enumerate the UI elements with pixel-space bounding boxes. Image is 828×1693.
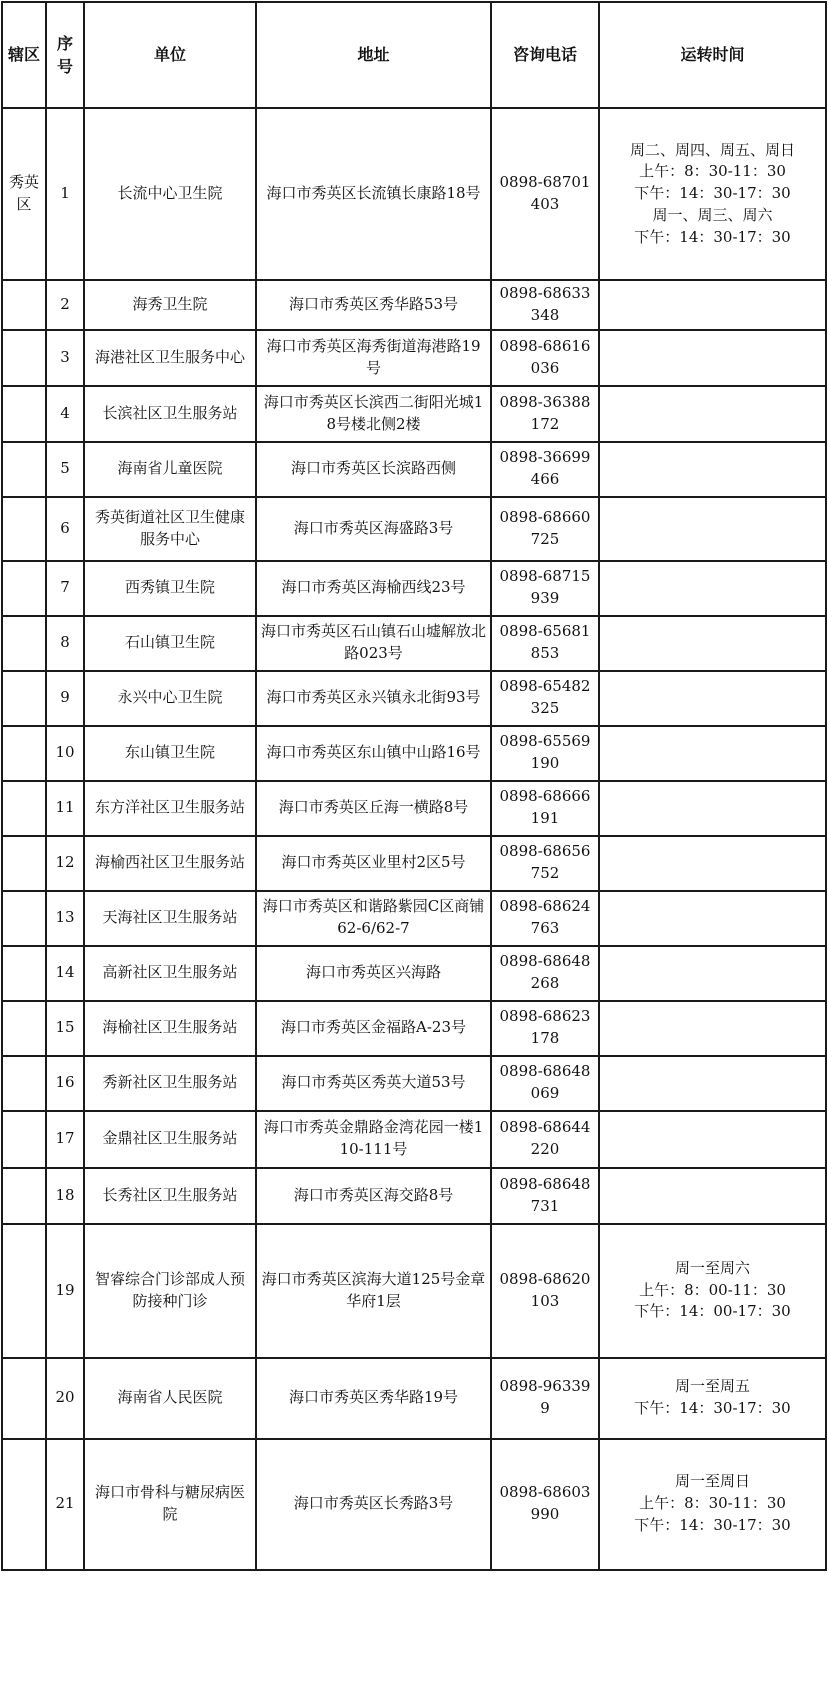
cell-seq: 9 [46,671,84,726]
cell-hours [599,1224,826,1358]
table-row [2,726,826,781]
hours-line: 下午：14：30-17：30 [634,1399,791,1417]
cell-unit: 长秀社区卫生服务站 [84,1168,256,1224]
table-row [2,1001,826,1056]
cell-address: 海口市秀英区东山镇中山路16号 [256,726,491,781]
cell-address: 海口市秀英区长滨路西侧 [256,442,491,497]
cell-district [2,561,46,616]
table-row [2,1168,826,1224]
cell-district [2,1224,46,1358]
cell-district [2,280,46,330]
cell-district: 秀英区 [2,108,46,280]
cell-phone: 0898-68616036 [491,330,599,386]
cell-unit: 东方洋社区卫生服务站 [84,781,256,836]
cell-phone: 0898-68701403 [491,108,599,280]
cell-seq: 14 [46,946,84,1001]
cell-phone: 0898-68656752 [491,836,599,891]
cell-unit: 海南省人民医院 [84,1358,256,1439]
cell-seq: 4 [46,386,84,442]
cell-address: 海口市秀英区海秀街道海港路19号 [256,330,491,386]
cell-seq: 20 [46,1358,84,1439]
table-row [2,1439,826,1570]
cell-hours [599,1168,826,1224]
cell-phone: 0898-65482325 [491,671,599,726]
cell-seq: 1 [46,108,84,280]
header-district: 辖区 [2,2,46,108]
cell-seq: 6 [46,497,84,561]
cell-phone: 0898-36699466 [491,442,599,497]
cell-hours [599,497,826,561]
cell-hours [599,671,826,726]
table-row [2,497,826,561]
cell-district [2,671,46,726]
table-row [2,616,826,671]
cell-district [2,1056,46,1111]
cell-address: 海口市秀英区和谐路紫园C区商铺62-6/62-7 [256,891,491,946]
hours-line: 下午：14：30-17：30 [634,227,791,246]
header-unit: 单位 [84,2,256,108]
cell-hours [599,1111,826,1168]
header-row [2,2,826,108]
cell-phone: 0898-68715939 [491,561,599,616]
cell-hours [599,386,826,442]
cell-address: 海口市秀英区秀英大道53号 [256,1056,491,1111]
hours-line: 上午：8：30-11：30 [639,162,786,181]
cell-address: 海口市秀英区海盛路3号 [256,497,491,561]
hours-line: 下午：14：30-17：30 [634,1515,791,1534]
hours-line: 上午：8：00-11：30 [639,1280,786,1299]
header-phone: 咨询电话 [491,2,599,108]
cell-phone: 0898-68633348 [491,280,599,330]
cell-unit: 西秀镇卫生院 [84,561,256,616]
cell-unit: 东山镇卫生院 [84,726,256,781]
table-row [2,1224,826,1358]
cell-hours [599,726,826,781]
table-body [2,108,826,1570]
cell-unit: 秀新社区卫生服务站 [84,1056,256,1111]
cell-seq: 13 [46,891,84,946]
table-row [2,561,826,616]
table-row [2,836,826,891]
cell-seq: 16 [46,1056,84,1111]
cell-hours [599,781,826,836]
cell-district [2,1439,46,1570]
cell-hours [599,1056,826,1111]
cell-phone: 0898-68666191 [491,781,599,836]
cell-unit: 永兴中心卫生院 [84,671,256,726]
cell-address: 海口市秀英区秀华路53号 [256,280,491,330]
cell-district [2,1111,46,1168]
cell-address: 海口市秀英区兴海路 [256,946,491,1001]
cell-seq: 2 [46,280,84,330]
hours-line: 下午：14：30-17：30 [634,184,791,203]
cell-seq: 7 [46,561,84,616]
table-row [2,1111,826,1168]
cell-address: 海口市秀英区滨海大道125号金章华府1层 [256,1224,491,1358]
cell-district [2,616,46,671]
cell-phone: 0898-36388172 [491,386,599,442]
cell-unit: 长流中心卫生院 [84,108,256,280]
cell-hours [599,108,826,280]
cell-phone: 0898-68660725 [491,497,599,561]
cell-address: 海口市秀英区海榆西线23号 [256,561,491,616]
cell-seq: 15 [46,1001,84,1056]
header-hours: 运转时间 [599,2,826,108]
cell-address: 海口市秀英区海交路8号 [256,1168,491,1224]
cell-unit: 石山镇卫生院 [84,616,256,671]
cell-seq: 21 [46,1439,84,1570]
table-row [2,386,826,442]
cell-district [2,497,46,561]
header-seq: 序号 [46,2,84,108]
table-row [2,442,826,497]
cell-seq: 12 [46,836,84,891]
table-row [2,781,826,836]
cell-phone: 0898-68620103 [491,1224,599,1358]
table-row [2,1358,826,1439]
cell-district [2,781,46,836]
table-row [2,1056,826,1111]
hours-line: 周一至周日 [674,1472,750,1491]
hours-line: 周二、周四、周五、周日 [629,140,795,159]
cell-hours [599,1358,826,1439]
cell-hours [599,1001,826,1056]
cell-hours [599,836,826,891]
cell-unit: 海榆西社区卫生服务站 [84,836,256,891]
cell-hours [599,280,826,330]
cell-address: 海口市秀英区丘海一横路8号 [256,781,491,836]
table-row [2,671,826,726]
cell-address: 海口市秀英区永兴镇永北街93号 [256,671,491,726]
cell-seq: 19 [46,1224,84,1358]
cell-hours [599,891,826,946]
cell-address: 海口市秀英区秀华路19号 [256,1358,491,1439]
cell-address: 海口市秀英金鼎路金湾花园一楼110-111号 [256,1111,491,1168]
cell-unit: 长滨社区卫生服务站 [84,386,256,442]
cell-seq: 8 [46,616,84,671]
clinic-table [1,1,827,1571]
table-row [2,280,826,330]
cell-phone: 0898-963399 [491,1358,599,1439]
cell-phone: 0898-68624763 [491,891,599,946]
cell-unit: 金鼎社区卫生服务站 [84,1111,256,1168]
cell-district [2,1001,46,1056]
cell-hours [599,442,826,497]
cell-unit: 海港社区卫生服务中心 [84,330,256,386]
cell-phone: 0898-68648069 [491,1056,599,1111]
cell-district [2,726,46,781]
cell-hours [599,1439,826,1570]
hours-line: 周一至周六 [674,1258,750,1277]
table-row [2,330,826,386]
cell-seq: 18 [46,1168,84,1224]
cell-district [2,836,46,891]
table-row [2,891,826,946]
cell-phone: 0898-68648268 [491,946,599,1001]
table-row [2,108,826,280]
cell-hours [599,616,826,671]
cell-unit: 海口市骨科与糖尿病医院 [84,1439,256,1570]
cell-district [2,1168,46,1224]
cell-phone: 0898-65681853 [491,616,599,671]
cell-phone: 0898-68648731 [491,1168,599,1224]
cell-unit: 海南省儿童医院 [84,442,256,497]
cell-unit: 高新社区卫生服务站 [84,946,256,1001]
cell-district [2,946,46,1001]
cell-seq: 10 [46,726,84,781]
cell-hours [599,946,826,1001]
cell-address: 海口市秀英区长滨西二街阳光城18号楼北侧2楼 [256,386,491,442]
cell-district [2,330,46,386]
cell-unit: 天海社区卫生服务站 [84,891,256,946]
cell-address: 海口市秀英区长流镇长康路18号 [256,108,491,280]
cell-address: 海口市秀英区业里村2区5号 [256,836,491,891]
cell-phone: 0898-65569190 [491,726,599,781]
cell-seq: 17 [46,1111,84,1168]
cell-phone: 0898-68603990 [491,1439,599,1570]
cell-phone: 0898-68623178 [491,1001,599,1056]
cell-seq: 5 [46,442,84,497]
cell-unit: 秀英街道社区卫生健康服务中心 [84,497,256,561]
cell-unit: 海榆社区卫生服务站 [84,1001,256,1056]
cell-phone: 0898-68644220 [491,1111,599,1168]
cell-hours [599,561,826,616]
cell-address: 海口市秀英区长秀路3号 [256,1439,491,1570]
cell-hours [599,330,826,386]
cell-district [2,386,46,442]
cell-district [2,1358,46,1439]
cell-district [2,442,46,497]
cell-district [2,891,46,946]
cell-unit: 海秀卫生院 [84,280,256,330]
cell-address: 海口市秀英区石山镇石山墟解放北路023号 [256,616,491,671]
header-address: 地址 [256,2,491,108]
hours-line: 下午：14：00-17：30 [634,1302,791,1321]
hours-line: 上午：8：30-11：30 [639,1494,786,1513]
cell-address: 海口市秀英区金福路A-23号 [256,1001,491,1056]
cell-unit: 智睿综合门诊部成人预防接种门诊 [84,1224,256,1358]
hours-line: 周一、周三、周六 [652,205,773,224]
table-row [2,946,826,1001]
hours-line: 周一至周五 [674,1377,750,1396]
cell-seq: 3 [46,330,84,386]
cell-seq: 11 [46,781,84,836]
